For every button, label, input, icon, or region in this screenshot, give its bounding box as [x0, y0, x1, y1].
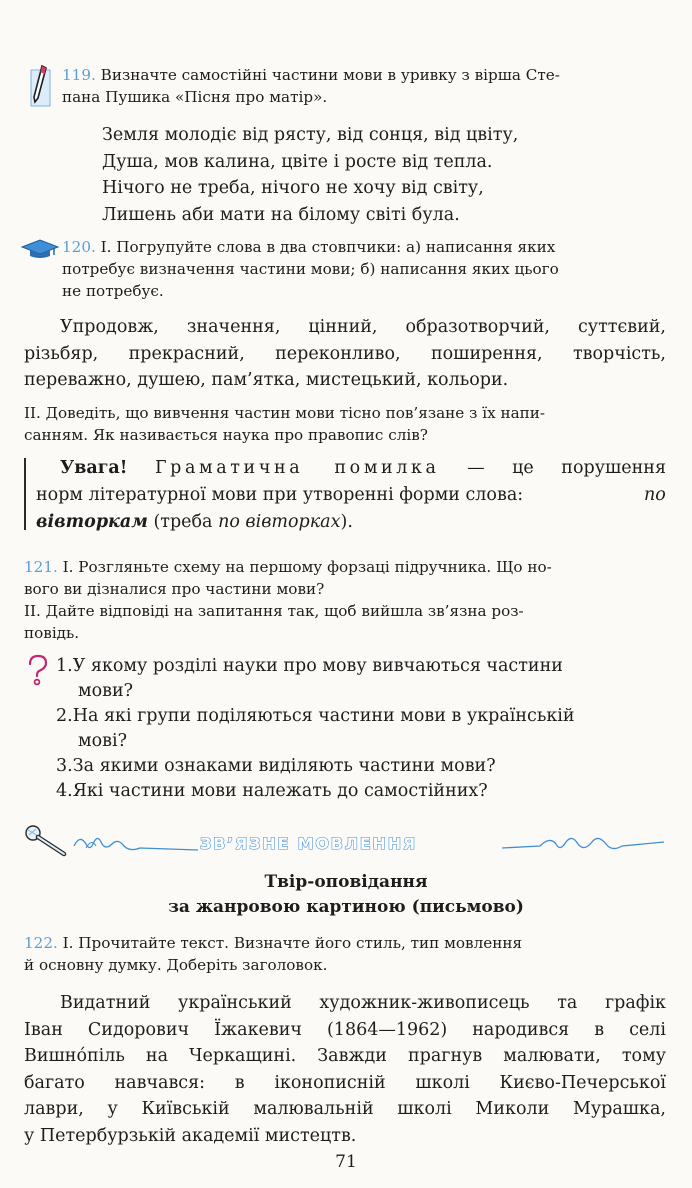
note-example: вівторкам	[36, 511, 148, 532]
question-number: 2.	[56, 706, 73, 726]
word-list-line: різьбяр, прекрасний, переконливо, поширення, творчість,	[24, 343, 666, 364]
paragraph-line: Іван Сидорович Їжакевич (1864—1962) народився в селі	[24, 1019, 666, 1040]
note-term: Граматична помилка	[155, 458, 440, 478]
paragraph-line: лаври, у Київській малювальній школі Миколи Мурашка,	[24, 1099, 666, 1119]
task-text: санням. Як називається наука про правопис слів?	[24, 426, 428, 444]
note-text: ).	[340, 511, 353, 532]
task-text: потребує визначення частини мови; б) написання яких цього	[62, 260, 559, 278]
task-text: вого ви дізналися про частини мови?	[24, 580, 325, 598]
pencil-icon	[28, 64, 54, 110]
note-bar	[24, 458, 26, 530]
task-text: II. Доведіть, що вивчення частин мови тісно пов’язане з їх напи-	[24, 404, 546, 422]
question-text: мови?	[78, 681, 134, 701]
microphone-icon	[24, 824, 72, 858]
note-text: (треба	[147, 511, 219, 532]
question-number: 4.	[56, 781, 73, 801]
paragraph-line: у Петербурзькій академії мистецтв.	[24, 1125, 357, 1146]
note-text: норм літературної мови при утворенні форми слова:	[36, 485, 524, 505]
paragraph-line: Видатний український художник-живописець та графік	[60, 993, 666, 1013]
question-text: На які групи поділяються частини мови в українській	[72, 706, 575, 726]
note-example: по вівторках	[218, 511, 341, 532]
poem-line: Нічого не треба, нічого не хочу від світу,	[102, 178, 484, 198]
task-text: пана Пушика «Пісня про матір».	[62, 88, 328, 106]
section-subtitle: за жанровою картиною (письмово)	[168, 897, 524, 917]
task-text: Визначте самостійні частини мови в уривку з вірша Сте-	[100, 66, 560, 84]
note-line	[36, 509, 353, 536]
ornament-left	[72, 832, 200, 856]
poem-line: Душа, мов калина, цвіте і росте від тепла.	[102, 151, 493, 172]
note-text: — це порушення	[439, 458, 666, 478]
poem-line: Лишень аби мати на білому світі була.	[102, 204, 460, 225]
poem-line: Земля молодіє від рясту, від сонця, від цвіту,	[102, 125, 519, 145]
note-line	[60, 455, 666, 482]
task-text: II. Дайте відповіді на запитання так, щоб вийшла зв’язна роз-	[24, 602, 524, 620]
task-text: й основну думку. Доберіть заголовок.	[24, 956, 328, 974]
question-number: 3.	[56, 756, 73, 776]
graduation-cap-icon	[20, 238, 60, 260]
question-text: За якими ознаками виділяють частини мови?	[72, 756, 496, 776]
task-text: I. Погрупуйте слова в два стовпчики: а) написання яких	[100, 238, 556, 256]
task-text: I. Розгляньте схему на першому форзаці підручника. Що но-	[62, 558, 552, 576]
task-number: 119.	[62, 66, 96, 84]
task-text: повідь.	[24, 624, 80, 642]
word-list-line: Упродовж, значення, цінний, образотворчий, суттєвий,	[60, 317, 666, 337]
section-title: Твір-оповідання	[264, 872, 428, 892]
page-number: 71	[335, 1152, 357, 1172]
question-number: 1.	[56, 656, 73, 676]
ornament-right	[500, 832, 666, 856]
task-number: 120.	[62, 238, 96, 256]
task-text: не потребує.	[62, 282, 164, 300]
question-text: Які частини мови належать до самостійних?	[72, 781, 488, 801]
note-example: по	[644, 485, 666, 505]
word-list-line: переважно, душею, пам’ятка, мистецький, кольори.	[24, 370, 509, 390]
question-text: мові?	[78, 731, 127, 751]
task-text: I. Прочитайте текст. Визначте його стиль, тип мовлення	[62, 934, 523, 952]
paragraph-line: Вишнóпіль на Черкащині. Завжди прагнув малювати, тому	[24, 1046, 666, 1066]
question-icon	[26, 654, 50, 688]
task-number: 122.	[24, 934, 58, 952]
note-label: Увага!	[60, 458, 128, 478]
section-header: ЗВ’ЯЗНЕ МОВЛЕННЯ	[200, 834, 418, 853]
paragraph-line: багато навчався: в іконописній школі Києво-Печерської	[24, 1072, 666, 1093]
task-number: 121.	[24, 558, 58, 576]
question-text: У якому розділі науки про мову вивчаються частини	[72, 656, 563, 676]
